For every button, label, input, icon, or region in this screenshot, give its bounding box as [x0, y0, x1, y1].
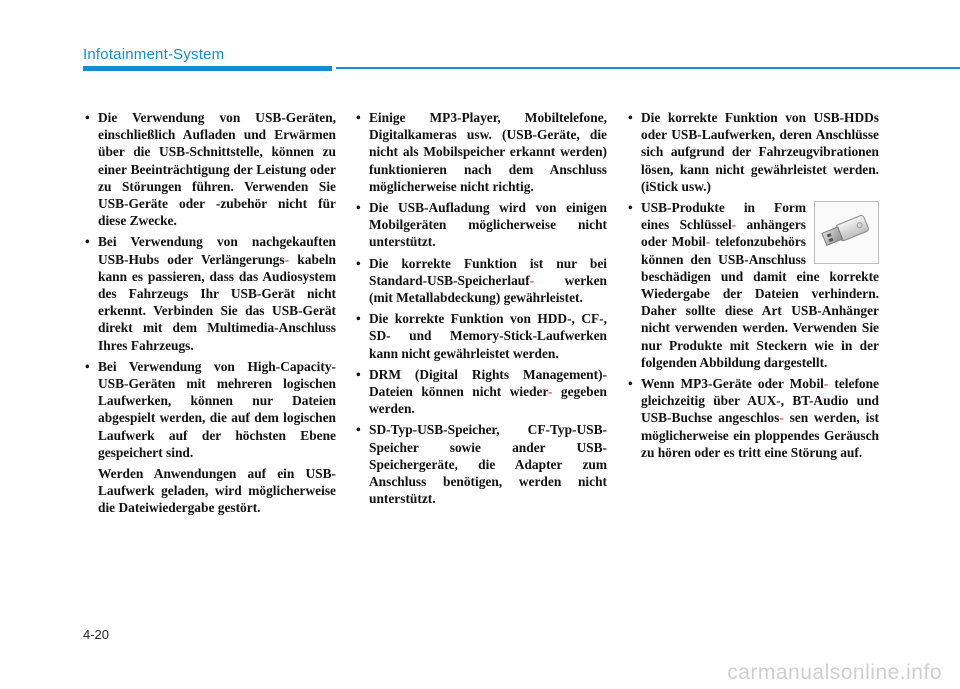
item-text-continued: kabeln kann es passieren, dass das Audiosystem des Fahrzeugs Ihr USB-Gerät nicht erkennt. Verbinden Sie das USB-Gerät direkt mit dem Multimedia-Anschluss Ihres Fahrzeugs.	[98, 251, 336, 353]
item-text-continued: sen werden, ist möglicherweise ein ploppendes Geräusch zu hören oder es tritt eine Störung auf.	[641, 410, 879, 460]
bullet: •	[85, 110, 90, 125]
bullet: •	[356, 110, 361, 125]
bullet: •	[356, 200, 361, 216]
list-item	[625, 375, 879, 461]
paragraph: Werden Anwendungen auf ein USB-Laufwerk geladen, wird möglicherweise die Dateiwiedergabe gestört.	[98, 466, 336, 516]
item-text-continued: telefone gleichzeitig über AUX-, BT-Audio und USB-Buchse angeschlos	[641, 376, 879, 426]
list-item	[353, 109, 607, 195]
item-text: Bei Verwendung von nachgekauften USB-Hubs oder Verlängerungs	[98, 234, 336, 267]
item-text: Die korrekte Funktion von HDD-, CF-, SD- und Memory-Stick-Laufwerken kann nicht gewährleistet werden.	[369, 311, 607, 361]
hyphen-mark: -	[529, 272, 535, 288]
list-item	[82, 109, 336, 229]
hyphen-mark: -	[779, 410, 784, 426]
item-text: DRM (Digital Rights Management)-Dateien können nicht wieder	[369, 366, 607, 400]
bullet: •	[356, 422, 361, 438]
section-title: Infotainment-System	[83, 46, 225, 63]
bullet: •	[85, 234, 90, 250]
usb-stick-figure	[814, 201, 879, 264]
bullet: •	[356, 255, 361, 271]
usb-stick-icon	[815, 202, 878, 263]
bullet: •	[628, 110, 633, 125]
hyphen-mark: -	[547, 384, 553, 400]
list-item	[625, 199, 879, 371]
bullet: •	[628, 376, 633, 392]
header-rule-thick	[83, 66, 332, 71]
header-rule-thin	[336, 67, 960, 69]
item-text: Die korrekte Funktion ist nur bei Standard-USB-Speicherlauf	[369, 255, 607, 288]
list-item	[353, 366, 607, 418]
item-text: Wenn MP3-Geräte oder Mobil	[641, 376, 824, 392]
watermark: carmanualsonline.info	[727, 661, 942, 684]
item-text: Die Verwendung von USB-Geräten, einschließlich Aufladen und Erwärmen über die USB-Schnittstelle, können zu einer Beeinträchtigung der Leistung oder zu Störungen führen. Verwenden Sie USB-Geräte oder -zubehör nicht für diese Zwecke.	[98, 110, 336, 229]
item-text: USB-Produkte in Form eines Schlüssel	[641, 200, 806, 233]
hyphen-mark: -	[705, 234, 711, 250]
item-text: Bei Verwendung von High-Capacity-USB-Geräten mit mehreren logischen Laufwerken, können nur Dateien abgespielt werden, die auf dem logischen Laufwerk auf der höchsten Ebene gespeichert sind.	[98, 358, 336, 460]
column-1	[82, 109, 336, 521]
bullet: •	[85, 358, 90, 374]
column-2	[353, 109, 607, 511]
item-text-continued: werken (mit Metallabdeckung) gewährleistet.	[369, 272, 607, 306]
item-text-continued: gegeben werden.	[369, 384, 607, 417]
item-text: SD-Typ-USB-Speicher, CF-Typ-USB-Speicher sowie ander USB-Speichergeräte, die Adapter zum Anschluss benötigen, werden nicht unterstützt.	[369, 422, 607, 507]
list-item	[353, 421, 607, 507]
item-text: Die USB-Aufladung wird von einigen Mobilgeräten möglicherweise nicht unterstützt.	[369, 200, 607, 250]
list-item	[82, 358, 336, 461]
item-text-continued: telefonzubehörs können den USB-Anschluss beschädigen und damit eine korrekte Wiedergabe der Dateien verhindern. Daher sollte diese Art USB-Anhänger nicht verwenden werden. Verwenden Sie nur Produkte mit Steckern wie in der folgenden Abbildung dargestellt.	[641, 234, 879, 370]
bullet: •	[628, 200, 633, 216]
list-item	[353, 199, 607, 251]
hyphen-mark: -	[731, 217, 737, 233]
list-item	[625, 109, 879, 195]
list-item	[82, 233, 336, 353]
column-3	[625, 109, 879, 465]
item-text: Die korrekte Funktion von USB-HDDs oder USB-Laufwerken, deren Anschlüsse sich aufgrund der Fahrzeugvibrationen lösen, kann nicht gewährleistet werden. (iStick usw.)	[641, 110, 879, 194]
page-number: 4-20	[83, 627, 110, 642]
item-text: Einige MP3-Player, Mobiltelefone, Digitalkameras usw. (USB-Geräte, die nicht als Mobilspeicher erkannt werden) funktionieren nach dem Anschluss möglicherweise nicht richtig.	[369, 110, 607, 194]
list-item	[353, 255, 607, 307]
bullet: •	[356, 311, 361, 327]
list-item	[353, 310, 607, 362]
item-text-continued: anhängers oder Mobil	[641, 217, 806, 250]
bullet: •	[356, 366, 361, 382]
hyphen-mark: -	[284, 251, 290, 267]
hyphen-mark: -	[823, 376, 829, 392]
